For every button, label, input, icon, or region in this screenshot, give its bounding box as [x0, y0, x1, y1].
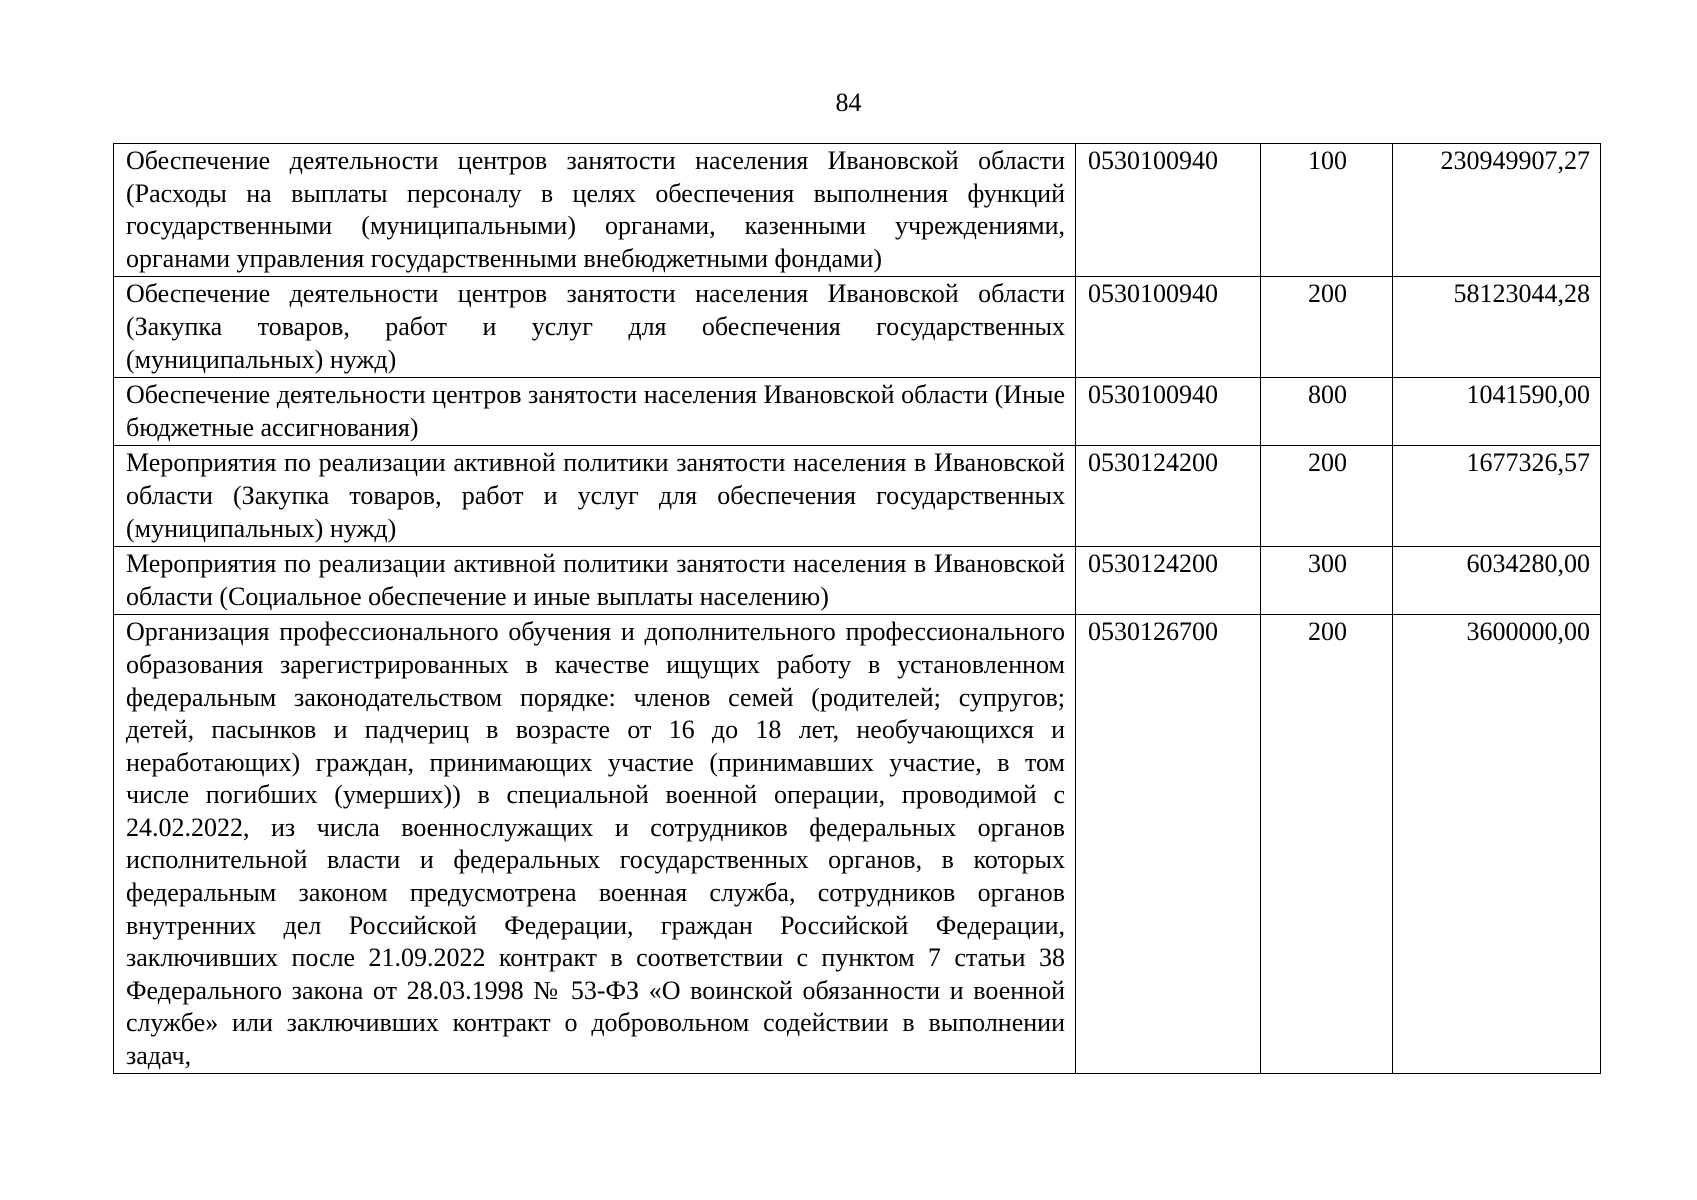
row-description: Обеспечение деятельности центров занятости населения Ивановской области (Закупка товаров, работ и услуг для обеспечения государственных (муниципальных) нужд)	[114, 277, 1076, 378]
table-row	[114, 615, 1601, 1074]
row-amount: 230949907,27	[1393, 144, 1601, 277]
row-amount: 6034280,00	[1393, 547, 1601, 615]
row-description: Мероприятия по реализации активной политики занятости населения в Ивановской области (Социальное обеспечение и иные выплаты населению)	[114, 547, 1076, 615]
row-description-cell	[114, 615, 1076, 1074]
table-row	[114, 378, 1601, 446]
row-amount: 58123044,28	[1393, 277, 1601, 378]
row-description: Обеспечение деятельности центров занятости населения Ивановской области (Иные бюджетные ассигнования)	[114, 378, 1076, 446]
row-target-code: 0530100940	[1076, 277, 1261, 378]
row-description: Мероприятия по реализации активной политики занятости населения в Ивановской области (Закупка товаров, работ и услуг для обеспечения государственных (муниципальных) нужд)	[114, 446, 1076, 547]
row-description: Обеспечение деятельности центров занятости населения Ивановской области (Расходы на выплаты персоналу в целях обеспечения выполнения функций государственными (муниципальными) органами, казенными учреждениями, органами управления государственными внебюджетными фондами)	[114, 144, 1076, 277]
row-target-code: 0530126700	[1076, 615, 1261, 1074]
row-amount: 1041590,00	[1393, 378, 1601, 446]
row-expense-type: 800	[1261, 378, 1393, 446]
row-target-code: 0530100940	[1076, 378, 1261, 446]
row-amount: 3600000,00	[1393, 615, 1601, 1074]
row-amount: 1677326,57	[1393, 446, 1601, 547]
row-target-code: 0530124200	[1076, 446, 1261, 547]
table-row	[114, 144, 1601, 277]
budget-table	[113, 143, 1601, 1074]
row-expense-type: 200	[1261, 446, 1393, 547]
row-description: Организация профессионального обучения и дополнительного профессионального образования зарегистрированных в качестве ищущих работу в установленном федеральным законодательством порядке: членов семей (родителей; супругов; детей, пасынков и падчериц в возрасте от 16 до 18 лет, необучающихся и неработающих) граждан, принимающих участие (принимавших участие, в том числе погибших (умерших)) в специальной военной операции, проводимой с 24.02.2022, из числа военнослужащих и сотрудников федеральных органов исполнительной власти и федеральных государственных органов, в которых федеральным законом предусмотрена военная служба, сотрудников органов внутренних дел Российской Федерации, граждан Российской Федерации, заключивших после 21.09.2022 контракт в соответствии с пунктом 7 статьи 38 Федерального закона от 28.03.1998 № 53-ФЗ «О воинской обязанности и военной службе» или заключивших контракт о добровольном содействии в выполнении задач,	[126, 617, 1065, 1071]
row-expense-type: 300	[1261, 547, 1393, 615]
table-row	[114, 446, 1601, 547]
row-target-code: 0530124200	[1076, 547, 1261, 615]
row-expense-type: 100	[1261, 144, 1393, 277]
row-target-code: 0530100940	[1076, 144, 1261, 277]
table-row	[114, 547, 1601, 615]
table-row	[114, 277, 1601, 378]
row-expense-type: 200	[1261, 277, 1393, 378]
row-expense-type: 200	[1261, 615, 1393, 1074]
page-number: 84	[835, 88, 862, 117]
